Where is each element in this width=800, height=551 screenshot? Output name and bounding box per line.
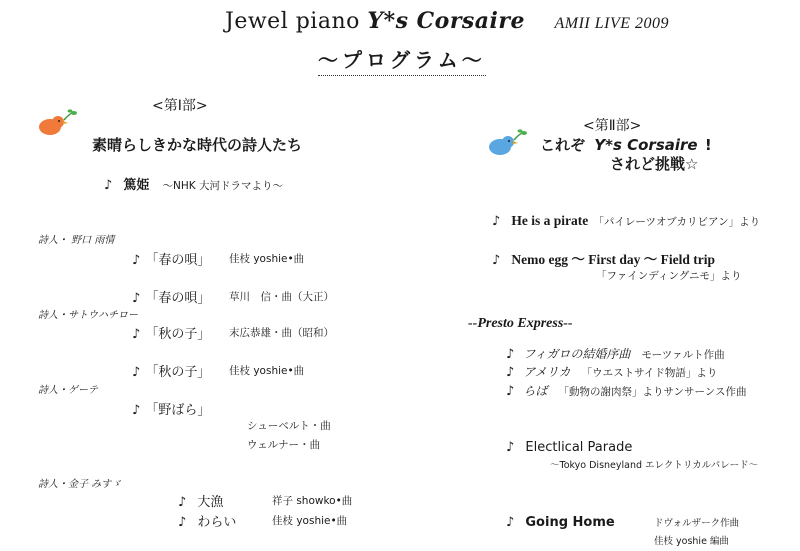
- song-note: 「ウエストサイド物語」より: [581, 367, 718, 379]
- opening-song: [104, 174, 283, 193]
- music-note-icon: ♪: [132, 365, 141, 380]
- song-row: [506, 343, 725, 362]
- poet-label: 詩人・金子 みすゞ: [38, 479, 122, 490]
- part1-heading: <第Ⅰ部>: [152, 98, 208, 114]
- song-row: [492, 210, 760, 229]
- song-composer: ウェルナー・曲: [247, 439, 321, 451]
- part2-subtitle-post: !: [704, 136, 712, 154]
- song-title: 「秋の子」: [145, 327, 211, 342]
- song-title: Electlical Parade: [525, 440, 633, 455]
- music-note-icon: ♪: [178, 495, 187, 510]
- title-brand: Y*s Corsaire: [367, 8, 525, 34]
- song-title: 篤姫: [123, 178, 150, 193]
- poet-label: 詩人・サトウハチロー: [38, 310, 138, 321]
- music-note-icon: ♪: [492, 253, 501, 268]
- song-row: [132, 361, 210, 380]
- song-row: [132, 287, 210, 306]
- page-title: [225, 8, 669, 34]
- song-note: ～Tokyo Disneyland エレクトリカルパレード～: [550, 460, 759, 471]
- part2-subtitle-pre: これぞ: [540, 136, 586, 154]
- song-composer: 佳枝 yoshie•曲: [229, 365, 305, 377]
- part2-subtitle: [540, 134, 712, 155]
- song-row: [492, 248, 715, 268]
- song-title: 大漁: [197, 495, 224, 510]
- song-title: Going Home: [525, 515, 615, 530]
- song-title: アメリカ: [523, 365, 571, 379]
- song-composer: 祥子 showko•曲: [272, 495, 353, 507]
- poet-label: 詩人・ゲーテ: [38, 385, 98, 396]
- part2-subtitle-brand: Y*s Corsaire: [594, 136, 698, 154]
- music-note-icon: ♪: [506, 365, 515, 380]
- music-note-icon: ♪: [132, 291, 141, 306]
- song-row: [132, 249, 210, 268]
- title-prefix: Jewel piano: [225, 9, 360, 34]
- part2-heading: <第Ⅱ部>: [583, 118, 642, 134]
- music-note-icon: ♪: [132, 327, 141, 342]
- presto-heading: --Presto Express--: [468, 316, 573, 331]
- music-note-icon: ♪: [132, 403, 141, 418]
- song-composer: 佳枝 yoshie•曲: [229, 253, 305, 265]
- song-composer: 佳枝 yoshie•曲: [272, 515, 348, 527]
- song-note: 「パイレーツオブカリビアン」より: [593, 216, 761, 228]
- music-note-icon: ♪: [506, 384, 515, 399]
- music-note-icon: ♪: [104, 178, 113, 193]
- part1-subtitle: 素晴らしきかな時代の詩人たち: [92, 136, 303, 154]
- music-note-icon: ♪: [506, 440, 515, 455]
- music-note-icon: ♪: [506, 515, 515, 530]
- title-event: AMII LIVE 2009: [554, 15, 670, 32]
- program-heading: ～プログラム～: [318, 44, 486, 76]
- poet-label: 詩人・ 野口 雨情: [38, 235, 115, 246]
- music-note-icon: ♪: [506, 347, 515, 362]
- song-title: He is a pirate: [511, 213, 589, 228]
- song-row: [132, 323, 210, 342]
- blue-bird-icon: [486, 128, 528, 158]
- song-row: [132, 399, 210, 418]
- song-title: フィガロの結婚序曲: [523, 347, 631, 361]
- song-title: らば: [523, 384, 548, 398]
- song-title: 「春の唄」: [145, 291, 211, 306]
- song-note: モーツァルト作曲: [641, 349, 725, 361]
- song-note: ～NHK 大河ドラマより～: [162, 180, 283, 192]
- song-title: わらい: [197, 515, 237, 530]
- song-row: [506, 380, 746, 399]
- song-title: Nemo egg ～ First day ～ Field trip: [511, 252, 715, 267]
- orange-bird-icon: [36, 108, 78, 138]
- song-note: 「動物の謝肉祭」よりサンサーンス作曲: [558, 386, 747, 398]
- song-title: 「秋の子」: [145, 365, 211, 380]
- part2-subtitle-line2: されど挑戦☆: [610, 155, 699, 173]
- song-composer: シューベルト・曲: [247, 420, 331, 432]
- song-note: 「ファインディングニモ」より: [596, 270, 742, 282]
- song-row: [506, 361, 717, 380]
- song-note: 佳枝 yoshie 編曲: [654, 536, 729, 547]
- music-note-icon: ♪: [178, 515, 187, 530]
- music-note-icon: ♪: [132, 253, 141, 268]
- music-note-icon: ♪: [492, 214, 501, 229]
- song-title: 「春の唄」: [145, 253, 211, 268]
- song-composer: 末広恭雄・曲（昭和）: [229, 327, 334, 339]
- song-row: [506, 511, 615, 530]
- song-title: 「野ばら」: [145, 403, 211, 418]
- song-row: [178, 511, 236, 530]
- song-note: ドヴォルザーク作曲: [654, 518, 740, 529]
- song-row: [506, 436, 632, 455]
- song-composer: 草川 信・曲（大正）: [229, 291, 334, 303]
- song-row: [178, 491, 223, 510]
